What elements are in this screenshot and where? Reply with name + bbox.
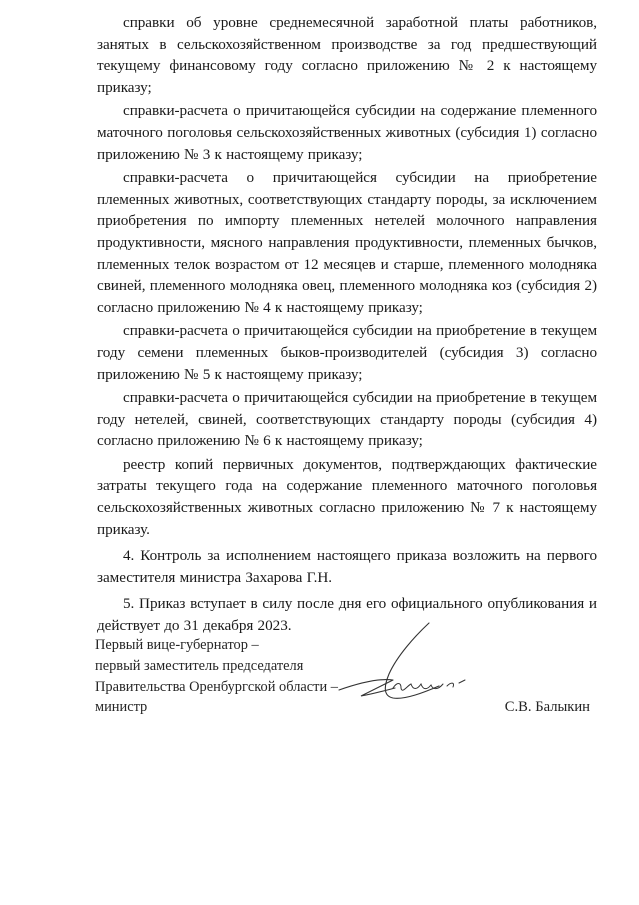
signatory-title-line-1: Первый вице-губернатор – xyxy=(95,637,259,653)
signatory-name: С.В. Балыкин xyxy=(504,699,590,715)
signatory-title-line-3: Правительства Оренбургской области – xyxy=(95,679,338,695)
signatory-title-line-2: первый заместитель председателя xyxy=(95,658,304,674)
paragraph-registry: реестр копий первичных документов, подтверждающих фактические затраты текущего года на содержание племенного маточного поголовья сельскохозяйственных животных согласно приложению № 7 к настоящему приказу. xyxy=(97,455,597,538)
paragraph-salary-certificate: справки об уровне среднемесячной заработной платы работников, занятых в сельскохозяйственном производстве за год предшествующий текущему финансовому году согласно приложению № 2 к настоящему приказу; xyxy=(97,14,597,96)
signatory-title-line-4: министр xyxy=(95,699,148,715)
paragraph-subsidy-1: справки-расчета о причитающейся субсидии на содержание племенного маточного поголовья сельскохозяйственных животных (субсидия 1) согласно приложению № 3 к настоящему приказу; xyxy=(97,102,597,163)
paragraph-control: 4. Контроль за исполнением настоящего приказа возложить на первого заместителя министра Захарова Г.Н. xyxy=(97,547,597,586)
paragraph-subsidy-2: справки-расчета о причитающейся субсидии на приобретение племенных животных, соответствующих стандарту породы, за исключением приобретения по импорту племенных нетелей молочного направления продуктивности, мясного направления продуктивности, племенных бычков, племенных телок возрастом от 12 месяцев и старше, племенного молодняка свиней, племенного молодняка овец, племенного молодняка коз (субсидия 2) согласно приложению № 4 к настоящему приказу; xyxy=(97,169,597,316)
handwritten-signature xyxy=(335,620,475,710)
paragraph-subsidy-4: справки-расчета о причитающейся субсидии на приобретение в текущем году нетелей, свиней, соответствующих стандарту породы (субсидия 4) согласно приложению № 6 к настоящему приказу; xyxy=(97,389,597,450)
paragraph-effective-date: 5. Приказ вступает в силу после дня его официального опубликования и действует до 31 декабря 2023. xyxy=(97,595,597,635)
paragraph-subsidy-3: справки-расчета о причитающейся субсидии на приобретение в текущем году семени племенных быков-производителей (субсидия 3) согласно приложению № 5 к настоящему приказу; xyxy=(97,322,597,383)
